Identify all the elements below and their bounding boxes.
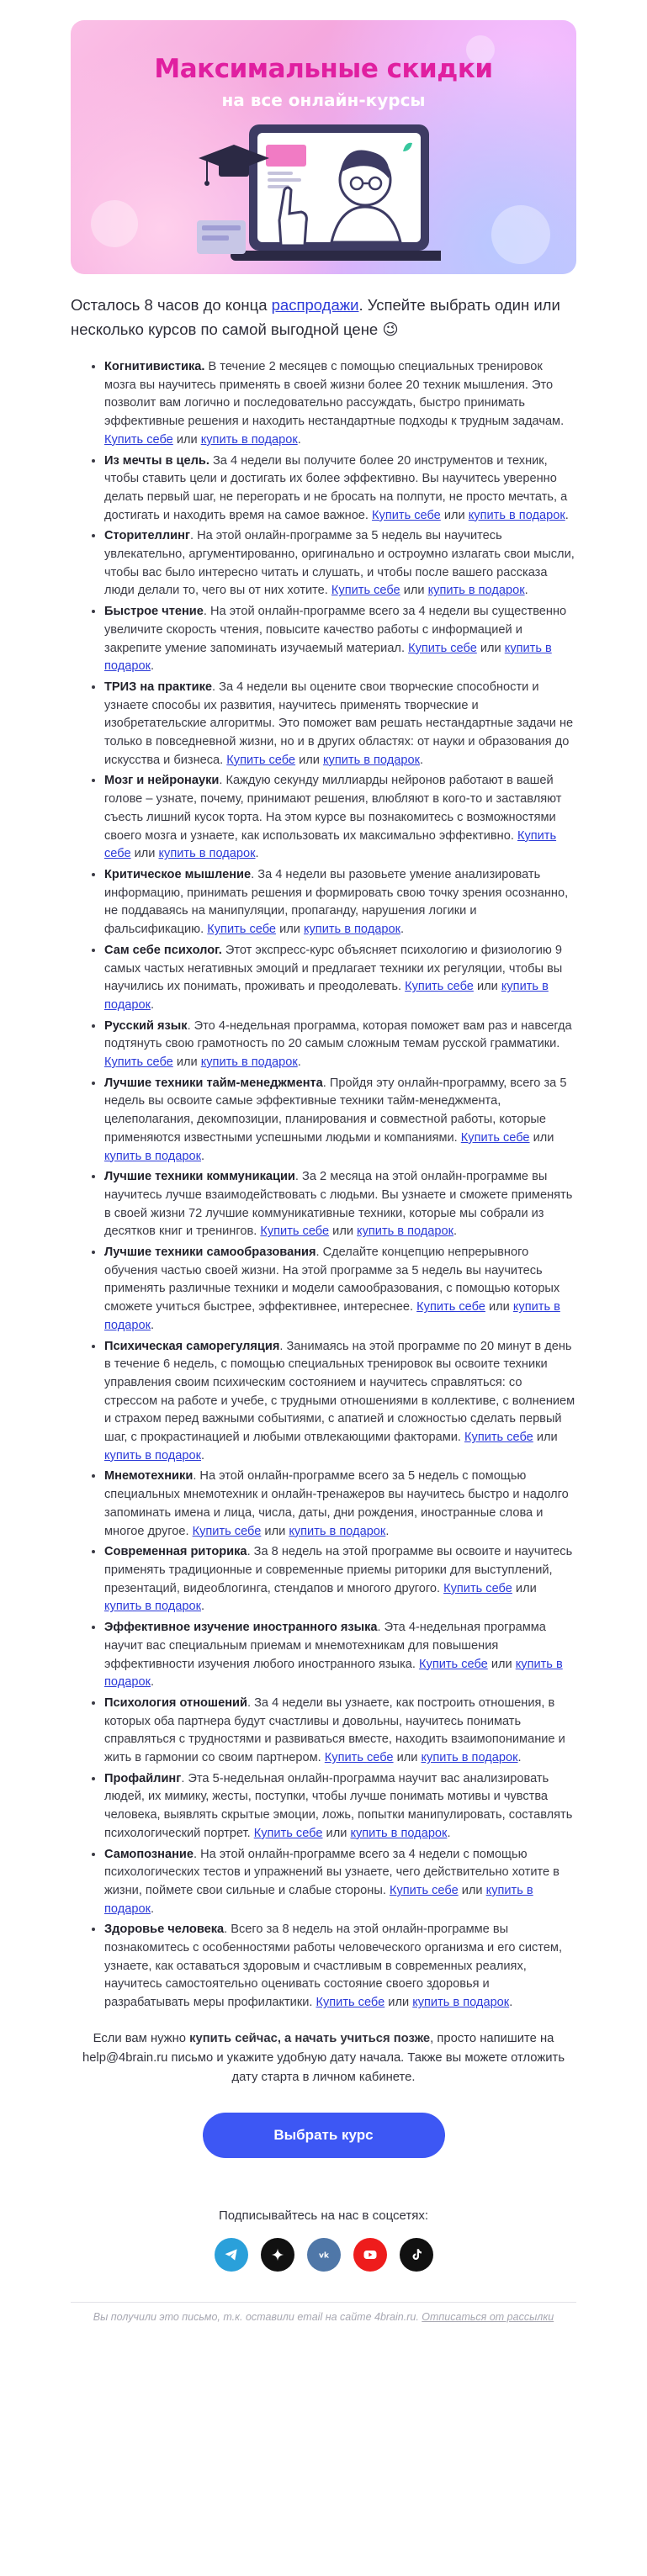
or-separator: или <box>476 641 505 655</box>
or-separator: или <box>440 508 469 522</box>
course-item: • Сторителлинг. На этой онлайн-программе за 5 недель вы научитесь увлекательно, аргументированно, оригинально и остроумно излагать свои мысли, чтобы вас было интересно читать и слушать, и чтобы после вашего рассказа люди делали то, чего вы от них хотите. Купить себе или купить в подарок. <box>104 527 576 600</box>
footer-divider <box>71 2302 576 2303</box>
buy-gift-link[interactable]: купить в подарок <box>104 1149 201 1163</box>
course-description: . За 8 недель на этой программе вы освоите и научитесь применять традиционные и современные приемы риторики для выступлений, презентаций, видеоблогинга, стендапов и многого другого. <box>104 1545 573 1595</box>
or-separator: или <box>473 980 501 994</box>
buy-self-link[interactable]: Купить себе <box>443 1581 512 1595</box>
course-name: Из мечты в цель. <box>104 453 209 468</box>
buy-self-link[interactable]: Купить себе <box>104 828 557 861</box>
social-links <box>71 2238 576 2272</box>
buy-gift-link[interactable]: купить в подарок <box>158 847 256 861</box>
intro-before: Осталось 8 часов до конца <box>71 296 272 314</box>
social-title: Подписывайтесь на нас в соцсетях: <box>218 2208 429 2223</box>
promo-banner[interactable] <box>71 20 576 274</box>
course-item: • Лучшие техники коммуникации. За 2 месяца на этой онлайн-программе вы научитесь лучше взаимодействовать с людьми. Вы узнаете и сможете применять в своей жизни 72 лучшие коммуникативные техники, которые мы собрали из десятков книг и тренингов. Купить себе или купить в подарок. <box>104 1168 576 1241</box>
course-name: Самопознание <box>104 1847 194 1861</box>
course-item: • Когнитивистика. В течение 2 месяцев с помощью специальных тренировок мозга вы научитесь применять в своей жизни более 20 техник мышления. Это позволит вам логично и последовательно рассуждать, быстро принимать эффективные решения и находить нестандартные подходы к трудным задачам. Купить себе или купить в подарок. <box>104 358 576 450</box>
intro-text <box>71 293 576 341</box>
buy-gift-link[interactable]: купить в подарок <box>200 1055 298 1070</box>
course-name: Лучшие техники тайм-менеджмента <box>104 1076 323 1090</box>
or-separator: или <box>322 1826 351 1840</box>
buy-self-link[interactable]: Купить себе <box>253 1826 323 1840</box>
buy-self-link[interactable]: Купить себе <box>104 432 173 447</box>
or-separator: или <box>487 1657 516 1671</box>
youtube-link[interactable] <box>353 2238 387 2272</box>
dzen-link[interactable] <box>261 2238 294 2272</box>
course-name: Профайлинг <box>104 1771 182 1785</box>
course-item: • Сам себе психолог. Этот экспресс-курс объясняет психологию и физиологию 9 самых частых негативных эмоций и предлагает техники их регуляции, чтобы вы научились их понимать, проживать и преодолевать. Купить себе или купить в подарок. <box>104 942 576 1015</box>
course-item: • Лучшие техники тайм-менеджмента. Пройдя эту онлайн-программу, всего за 5 недель вы освоите самые эффективные техники тайм-менеджмента, целеполагания, декомпозиции, планирования и совместной работы, которые применяются известными успешными людьми и компаниями. Купить себе или купить в подарок. <box>104 1075 576 1166</box>
or-separator: или <box>512 1581 537 1595</box>
buy-gift-link[interactable]: купить в подарок <box>104 1300 560 1332</box>
course-item: • Эффективное изучение иностранного языка. Эта 4-недельная программа научит вас специальным приемам и мнемотехникам для повышения эффективности изучения любого иностранного языка. Купить себе или купить в подарок. <box>104 1619 576 1692</box>
course-name: ТРИЗ на практике <box>104 680 213 694</box>
buy-self-link[interactable]: Купить себе <box>416 1300 485 1314</box>
buy-gift-link[interactable]: купить в подарок <box>468 508 565 522</box>
footer <box>71 2311 576 2333</box>
course-item: • Профайлинг. Эта 5-недельная онлайн-программа научит вас анализировать людей, их мимику, жесты, поступки, чтобы лучше понимать мотивы и чувства человека, выявлять скрытые эмоции, ложь, попытки манипулировать, составлять психологический портрет. Купить себе или купить в подарок. <box>104 1770 576 1843</box>
course-description: . На этой онлайн-программе всего за 5 недель с помощью специальных мнемотехник и онлайн-тренажеров вы научитесь быстро и надолго запоминать имена и лица, числа, даты, дни рождения, иностранные слова и многое другое. <box>104 1469 569 1538</box>
cta-wrap <box>71 2113 576 2158</box>
buy-gift-link[interactable]: купить в подарок <box>303 923 400 937</box>
course-item: • Современная риторика. За 8 недель на этой программе вы освоите и научитесь применять традиционные и современные приемы риторики для выступлений, презентаций, видеоблогинга, стендапов и многого другого. Купить себе или купить в подарок. <box>104 1543 576 1616</box>
course-item: • Психическая саморегуляция. Занимаясь на этой программе по 20 минут в день в течение 6 недель, с помощью специальных тренировок вы освоите техники управления своим психическим состоянием и научитесь справляться: со стрессом на работе и учебе, с трудными отношениями в коллективе, с волнением и страхом перед важными событиями, с апатией и сложностью сделать первый шаг, с прокрастинацией и любыми отвлекающими факторами. Купить себе или купить в подарок. <box>104 1338 576 1466</box>
buy-self-link[interactable]: Купить себе <box>405 980 474 994</box>
or-separator: или <box>384 1996 413 2010</box>
or-separator: или <box>400 584 428 598</box>
course-name: Лучшие техники коммуникации <box>104 1170 295 1184</box>
telegram-icon <box>223 2246 240 2263</box>
buy-gift-link[interactable]: купить в подарок <box>200 432 298 447</box>
buy-self-link[interactable]: Купить себе <box>316 1996 385 2010</box>
buy-gift-link[interactable]: купить в подарок <box>350 1826 448 1840</box>
course-description: . Сделайте концепцию непрерывного обучения частью своей жизни. На этой программе за 5 недель вы научитесь применять различные техники и модели самообразования, с помощью которых сможете учиться быстрее, эффективнее, интереснее. <box>104 1246 560 1314</box>
course-item: • Русский язык. Это 4-недельная программа, которая поможет вам раз и навсегда подтянуть свою грамотность по 20 самым сложным темам русской грамматики. Купить себе или купить в подарок. <box>104 1018 576 1072</box>
buy-gift-link[interactable]: купить в подарок <box>427 584 525 598</box>
course-name: Психическая саморегуляция <box>104 1339 280 1353</box>
or-separator: или <box>485 1300 513 1314</box>
course-description: За 4 недели вы получите более 20 инструментов и техник, чтобы ставить цели и достигать их более эффективно. Вы научитесь уверенно делать первый шаг, не перегорать и не бросать на полпути, не просто мечтать, а достигать и находить время на самое важное. <box>104 453 568 522</box>
course-description: . На этой онлайн-программе за 5 недель вы научитесь увлекательно, аргументированно, оригинально и остроумно излагать свои мысли, чтобы вас было интересно читать и слушать, и чтобы после вашего рассказа люди делали то, чего вы от них хотите. <box>104 529 575 598</box>
course-name: Здоровье человека <box>104 1923 225 1937</box>
course-item: • Мозг и нейронауки. Каждую секунду миллиарды нейронов работают в вашей голове – узнате, почему, принимают решения, влюбляют в кого-то и заставляют съесть лишний кусок торта. На этом курсе вы познакомитесь с возможностями своего мозга и узнаете, как использовать их максимально эффективно. Купить себе или купить в подарок. <box>104 772 576 864</box>
course-item: • Критическое мышление. За 4 недели вы разовьете умение анализировать информацию, принимать решения и формировать свою точку зрения осознанно, не поддаваясь на манипуляции, пропаганду, нарушения логики и фальсификацию. Купить себе или купить в подарок. <box>104 866 576 939</box>
course-item: • Лучшие техники самообразования. Сделайте концепцию непрерывного обучения частью своей жизни. На этой программе за 5 недель вы научитесь применять различные техники и модели самообразования, с помощью которых сможете учиться быстрее, эффективнее, интереснее. Купить себе или купить в подарок. <box>104 1244 576 1336</box>
tiktok-link[interactable] <box>400 2238 433 2272</box>
buy-gift-link[interactable]: купить в подарок <box>104 1657 563 1690</box>
course-item: • ТРИЗ на практике. За 4 недели вы оцените свои творческие способности и узнаете способы их развития, научитесь применять творческие и изобретательские алгоритмы. Это поможет вам решать нестандартные задачи не только в повседневной жизни, но и в других областях: от науки и образования до искусства и бизнеса. Купить себе или купить в подарок. <box>104 679 576 770</box>
course-name: Когнитивистика. <box>104 360 205 373</box>
unsubscribe-link[interactable]: Отписаться от рассылки <box>422 2310 554 2323</box>
course-description: . Всего за 8 недель на этой онлайн-программе вы познакомитесь с особенностями работы человеческого организма и его систем, узнаете, как оставаться здоровым и счастливым в современных реалиях, научитесь самостоятельно оценивать состояние своего здоровья и разрабатывать меры профилактики. <box>104 1923 563 2010</box>
course-description: . За 4 недели вы узнаете, как построить отношения, в которых оба партнера будут счастливы и довольны, научитесь понимать справляться с трудностями и развиваться вместе, находить взаимопонимание и жить в гармонии со своим партнером. <box>104 1695 565 1765</box>
course-item: • Быстрое чтение. На этой онлайн-программе всего за 4 недели вы существенно увеличите скорость чтения, повысите качество работы с информацией и закрепите умение запоминать изучаемый материал. Купить себе или купить в подарок. <box>104 603 576 676</box>
course-name: Быстрое чтение <box>104 605 204 619</box>
choose-course-button[interactable]: Выбрать курс <box>203 2113 445 2158</box>
buy-gift-link[interactable]: купить в подарок <box>104 641 552 674</box>
buy-gift-link[interactable]: купить в подарок <box>104 1883 533 1916</box>
course-name: Русский язык <box>104 1018 188 1033</box>
course-description: . Эта 5-недельная онлайн-программа научит вас анализировать людей, их мимику, жесты, поступки, чтобы лучше понимать мотивы и чувства человека, выявлять скрытые эмоции, ложь, попытки манипулировать, составлять психологический портрет. <box>104 1771 573 1840</box>
course-description: . Эта 4-недельная программа научит вас специальным приемам и мнемотехникам для повышения эффективности изучения любого иностранного языка. <box>104 1621 546 1671</box>
course-item: • Мнемотехники. На этой онлайн-программе всего за 5 недель с помощью специальных мнемотехник и онлайн-тренажеров вы научитесь быстро и надолго запоминать имена и лица, числа, даты, дни рождения, иностранные слова и многое другое. Купить себе или купить в подарок. <box>104 1468 576 1541</box>
banner-title: Максимальные скидки <box>154 54 493 84</box>
vk-link[interactable] <box>307 2238 341 2272</box>
buy-gift-link[interactable]: купить в подарок <box>421 1751 518 1765</box>
course-item: • Здоровье человека. Всего за 8 недель на этой онлайн-программе вы познакомитесь с особенностями работы человеческого организма и его систем, узнаете, как оставаться здоровым и счастливым в современных реалиях, научитесь самостоятельно оценивать состояние своего здоровья и разрабатывать меры профилактики. Купить себе или купить в подарок. <box>104 1921 576 2013</box>
course-item: • Психология отношений. За 4 недели вы узнаете, как построить отношения, в которых оба партнера будут счастливы и довольны, научитесь понимать справляться с трудностями и развиваться вместе, находить взаимопонимание и жить в гармонии со своим партнером. Купить себе или купить в подарок. <box>104 1695 576 1768</box>
buy-gift-link[interactable]: купить в подарок <box>289 1524 386 1538</box>
vk-icon <box>315 2245 333 2264</box>
buy-self-link[interactable]: Купить себе <box>260 1225 330 1239</box>
or-separator: или <box>276 923 304 937</box>
course-description: . На этой онлайн-программе всего за 4 недели с помощью психологических тестов и упражнений вы узнаете, чего действительно хотите в жизни, поймете свои сильные и слабые стороны. <box>104 1847 559 1897</box>
buy-self-link[interactable]: Купить себе <box>464 1431 533 1445</box>
svg-text:vk: vk <box>318 2251 329 2261</box>
course-name: Сам себе психолог. <box>104 943 222 957</box>
buy-gift-link[interactable]: купить в подарок <box>104 1448 201 1463</box>
footer-text: Вы получили это письмо, т.к. оставили email на сайте 4brain.ru. <box>93 2310 422 2323</box>
course-name: Критическое мышление <box>104 867 252 881</box>
or-separator: или <box>130 847 159 861</box>
tiktok-icon <box>409 2247 424 2262</box>
course-item: • Самопознание. На этой онлайн-программе всего за 4 недели с помощью психологических тестов и упражнений вы узнаете, чего действительно хотите в жизни, поймете свои сильные и слабые стороны. Купить себе или купить в подарок. <box>104 1846 576 1919</box>
or-separator: или <box>329 1225 358 1239</box>
course-item: • Из мечты в цель. За 4 недели вы получите более 20 инструментов и техник, чтобы ставить цели и достигать их более эффективно. Вы научитесь уверенно делать первый шаг, не перегорать и не бросать на полпути, не просто мечтать, а достигать и находить время на самое важное. Купить себе или купить в подарок. <box>104 452 576 526</box>
or-separator: или <box>261 1524 289 1538</box>
telegram-link[interactable] <box>215 2238 248 2272</box>
buy-gift-link[interactable]: купить в подарок <box>104 1600 201 1614</box>
banner-subtitle: на все онлайн-курсы <box>221 90 426 110</box>
course-description: . Пройдя эту онлайн-программу, всего за 5 недель вы освоите самые эффективные техники тайм-менеджмента, целеполагания, декомпозиции, планирования и совместной работы, которые применяются известными успешными людьми и компаниями. <box>104 1076 567 1145</box>
course-description: Этот экспресс-курс объясняет психологию и физиологию 9 самых частых негативных эмоций и предлагает техники их регуляции, чтобы вы научились их понимать, проживать и преодолевать. <box>104 943 563 994</box>
or-separator: или <box>172 432 201 447</box>
laptop-student-illustration <box>197 119 441 274</box>
course-name: Современная риторика <box>104 1545 247 1559</box>
course-name: Эффективное изучение иностранного языка <box>104 1621 378 1635</box>
outro-bold: купить сейчас, а начать учиться позже <box>189 2031 431 2045</box>
course-description: . За 2 месяца на этой онлайн-программе вы научитесь лучше взаимодействовать с людьми. Вы узнаете и сможете применять в своей жизни 72 лучшие коммуникативные техники, которые мы собрали из десятков книг и тренингов. <box>104 1170 573 1239</box>
buy-self-link[interactable]: Купить себе <box>372 508 441 522</box>
course-list <box>71 358 576 2013</box>
buy-gift-link[interactable]: купить в подарок <box>357 1225 454 1239</box>
dzen-icon <box>271 2248 284 2261</box>
or-separator: или <box>393 1751 422 1765</box>
outro-after: , просто напишите на help@4brain.ru письмо и укажите удобную дату начала. Также вы можете отложить дату старта в личном кабинете. <box>82 2031 565 2084</box>
course-name: Мнемотехники <box>104 1469 194 1484</box>
sale-link[interactable]: распродажи <box>271 296 359 314</box>
buy-self-link[interactable]: Купить себе <box>207 923 277 937</box>
course-description: . На этой онлайн-программе всего за 4 недели вы существенно увеличите скорость чтения, повысите качество работы с информацией и закрепите умение запоминать изучаемый материал. <box>104 605 567 655</box>
buy-self-link[interactable]: Купить себе <box>408 641 477 655</box>
decor-bubble <box>491 205 550 264</box>
buy-self-link[interactable]: Купить себе <box>389 1883 459 1897</box>
or-separator: или <box>295 753 323 767</box>
buy-self-link[interactable]: Купить себе <box>104 1055 173 1070</box>
course-name: Лучшие техники самообразования <box>104 1246 316 1260</box>
course-description: . Занимаясь на этой программе по 20 минут в день в течение 6 недель, с помощью специальных тренировок вы освоите техники управления своим психическим состоянием и научитесь справляться: со стрессом на работе и учебе, с трудными отношениями в коллективе, с волнением и страхом перед важными событиями, с апатией и сложностью сделать первый шаг, с прокрастинацией и любыми отвлекающими факторами. <box>104 1339 575 1445</box>
buy-gift-link[interactable]: купить в подарок <box>412 1996 510 2010</box>
buy-gift-link[interactable]: купить в подарок <box>322 753 420 767</box>
buy-gift-link[interactable]: купить в подарок <box>104 980 549 1012</box>
decor-bubble <box>91 200 138 247</box>
course-description: . Каждую секунду миллиарды нейронов работают в вашей голове – узнате, почему, принимают решения, влюбляют в кого-то и заставляют съесть лишний кусок торта. На этом курсе вы познакомитесь с возможностями своего мозга и узнаете, как использовать их максимально эффективно. <box>104 774 562 843</box>
youtube-icon <box>362 2246 379 2263</box>
or-separator: или <box>529 1130 554 1145</box>
or-separator: или <box>172 1055 201 1070</box>
buy-self-link[interactable]: Купить себе <box>460 1130 530 1145</box>
course-name: Мозг и нейронауки <box>104 774 220 788</box>
buy-self-link[interactable]: Купить себе <box>419 1657 488 1671</box>
or-separator: или <box>533 1431 558 1445</box>
course-name: Сторителлинг <box>104 529 190 543</box>
buy-self-link[interactable]: Купить себе <box>324 1751 394 1765</box>
intro-after: . Успейте выбрать один или несколько курсов по самой выгодной цене 😉 <box>71 296 560 338</box>
course-name: Психология отношений <box>104 1695 247 1710</box>
outro-before: Если вам нужно <box>93 2031 190 2045</box>
buy-self-link[interactable]: Купить себе <box>192 1524 262 1538</box>
course-description: . Это 4-недельная программа, которая поможет вам раз и навсегда подтянуть свою грамотность по 20 самым сложным темам русской грамматики. <box>104 1018 572 1051</box>
course-description: В течение 2 месяцев с помощью специальных тренировок мозга вы научитесь применять в своей жизни более 20 техник мышления. Это позволит вам логично и последовательно рассуждать, быстро принимать эффективные решения и находить нестандартные подходы к трудным задачам. <box>104 360 565 429</box>
course-description: . За 4 недели вы оцените свои творческие способности и узнаете способы их развития, научитесь применять творческие и изобретательские алгоритмы. Это поможет вам решать нестандартные задачи не только в повседневной жизни, но и в других областях: от науки и образования до искусства и бизнеса. <box>104 680 574 767</box>
course-description: . За 4 недели вы разовьете умение анализировать информацию, принимать решения и формировать свою точку зрения осознанно, не поддаваясь на манипуляции, пропаганду, нарушения логики и фальсификацию. <box>104 867 569 937</box>
outro-text <box>79 2029 568 2087</box>
buy-self-link[interactable]: Купить себе <box>331 584 400 598</box>
or-separator: или <box>458 1883 486 1897</box>
buy-self-link[interactable]: Купить себе <box>226 753 296 767</box>
